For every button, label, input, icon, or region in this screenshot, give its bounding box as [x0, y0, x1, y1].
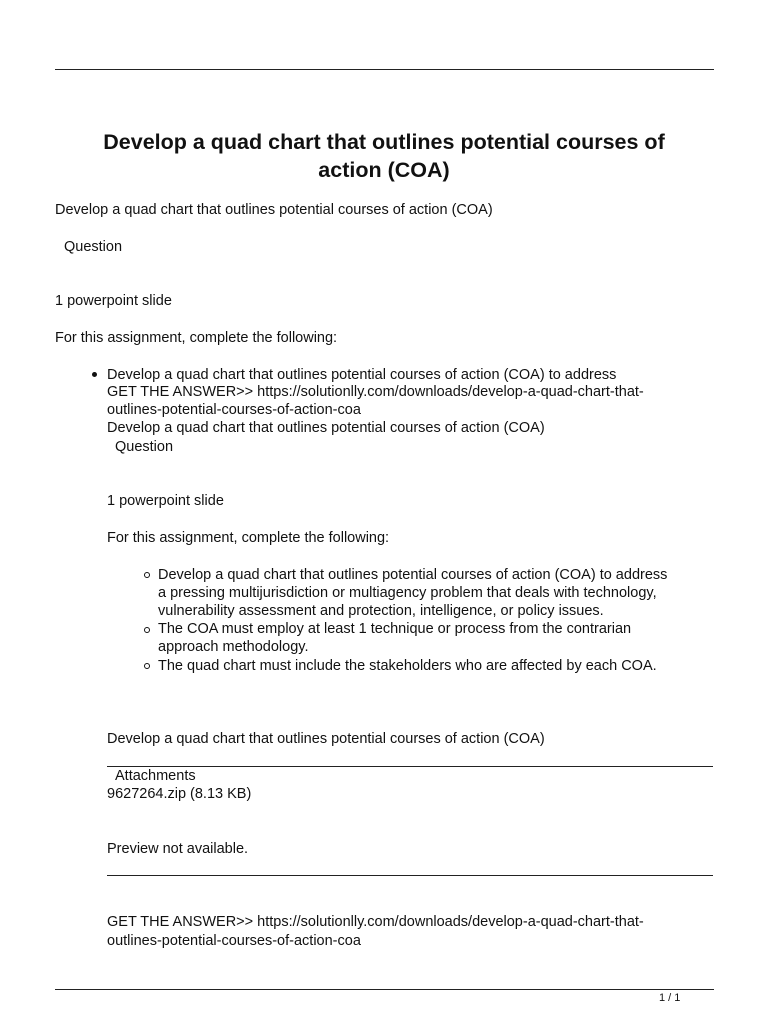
- attachments-bottom-rule: [107, 875, 713, 876]
- title-line-2: action (COA): [318, 158, 450, 182]
- subitem-2-line-1: The COA must employ at least 1 technique or process from the contrarian: [158, 621, 632, 637]
- answer-link-bottom-line-2[interactable]: outlines-potential-courses-of-action-coa: [107, 933, 361, 949]
- answer-link-bottom-line-1[interactable]: GET THE ANSWER>> https://solutionlly.com/downloads/develop-a-quad-chart-that-: [107, 914, 644, 930]
- question-label: Question: [64, 239, 123, 255]
- subitem-3-line-1: The quad chart must include the stakeholders who are affected by each COA.: [158, 658, 657, 674]
- slide-count: 1 powerpoint slide: [55, 293, 172, 309]
- instructions-text: For this assignment, complete the following:: [55, 330, 338, 346]
- sub-bullet-marker: [144, 663, 150, 669]
- answer-link-line-2[interactable]: outlines-potential-courses-of-action-coa: [107, 402, 361, 418]
- answer-link-line-1[interactable]: GET THE ANSWER>> https://solutionlly.com/downloads/develop-a-quad-chart-that-: [107, 384, 644, 400]
- attachments-label: Attachments: [115, 768, 196, 784]
- bullet-1-instructions: For this assignment, complete the following:: [107, 530, 390, 546]
- subitem-1-line-1: Develop a quad chart that outlines potential courses of action (COA) to address: [158, 567, 668, 583]
- attachment-file-link[interactable]: 9627264.zip (8.13 KB): [107, 786, 252, 802]
- preview-message: Preview not available.: [107, 841, 249, 857]
- footer-rule: [55, 989, 714, 990]
- subitem-1-line-2: a pressing multijurisdiction or multiagency problem that deals with technology,: [158, 585, 657, 601]
- bullet-1-slide-count: 1 powerpoint slide: [107, 493, 224, 509]
- subitem-2-line-2: approach methodology.: [158, 639, 309, 655]
- subitem-1-line-3: vulnerability assessment and protection, intelligence, or policy issues.: [158, 603, 604, 619]
- title-line-1: Develop a quad chart that outlines potential courses of: [103, 130, 665, 154]
- bullet-marker: [92, 372, 97, 377]
- repeat-title: Develop a quad chart that outlines potential courses of action (COA): [107, 731, 545, 747]
- bullet-1-line-1: Develop a quad chart that outlines potential courses of action (COA) to address: [107, 367, 617, 383]
- bullet-1-repeat-title: Develop a quad chart that outlines potential courses of action (COA): [107, 420, 545, 436]
- attachments-top-rule: [107, 766, 713, 767]
- page-number: 1 / 1: [659, 992, 681, 1004]
- bullet-1-question-label: Question: [115, 439, 174, 455]
- sub-bullet-marker: [144, 572, 150, 578]
- sub-bullet-marker: [144, 627, 150, 633]
- intro-text: Develop a quad chart that outlines potential courses of action (COA): [55, 202, 493, 218]
- header-rule: [55, 69, 714, 70]
- document-title: [40, 128, 728, 184]
